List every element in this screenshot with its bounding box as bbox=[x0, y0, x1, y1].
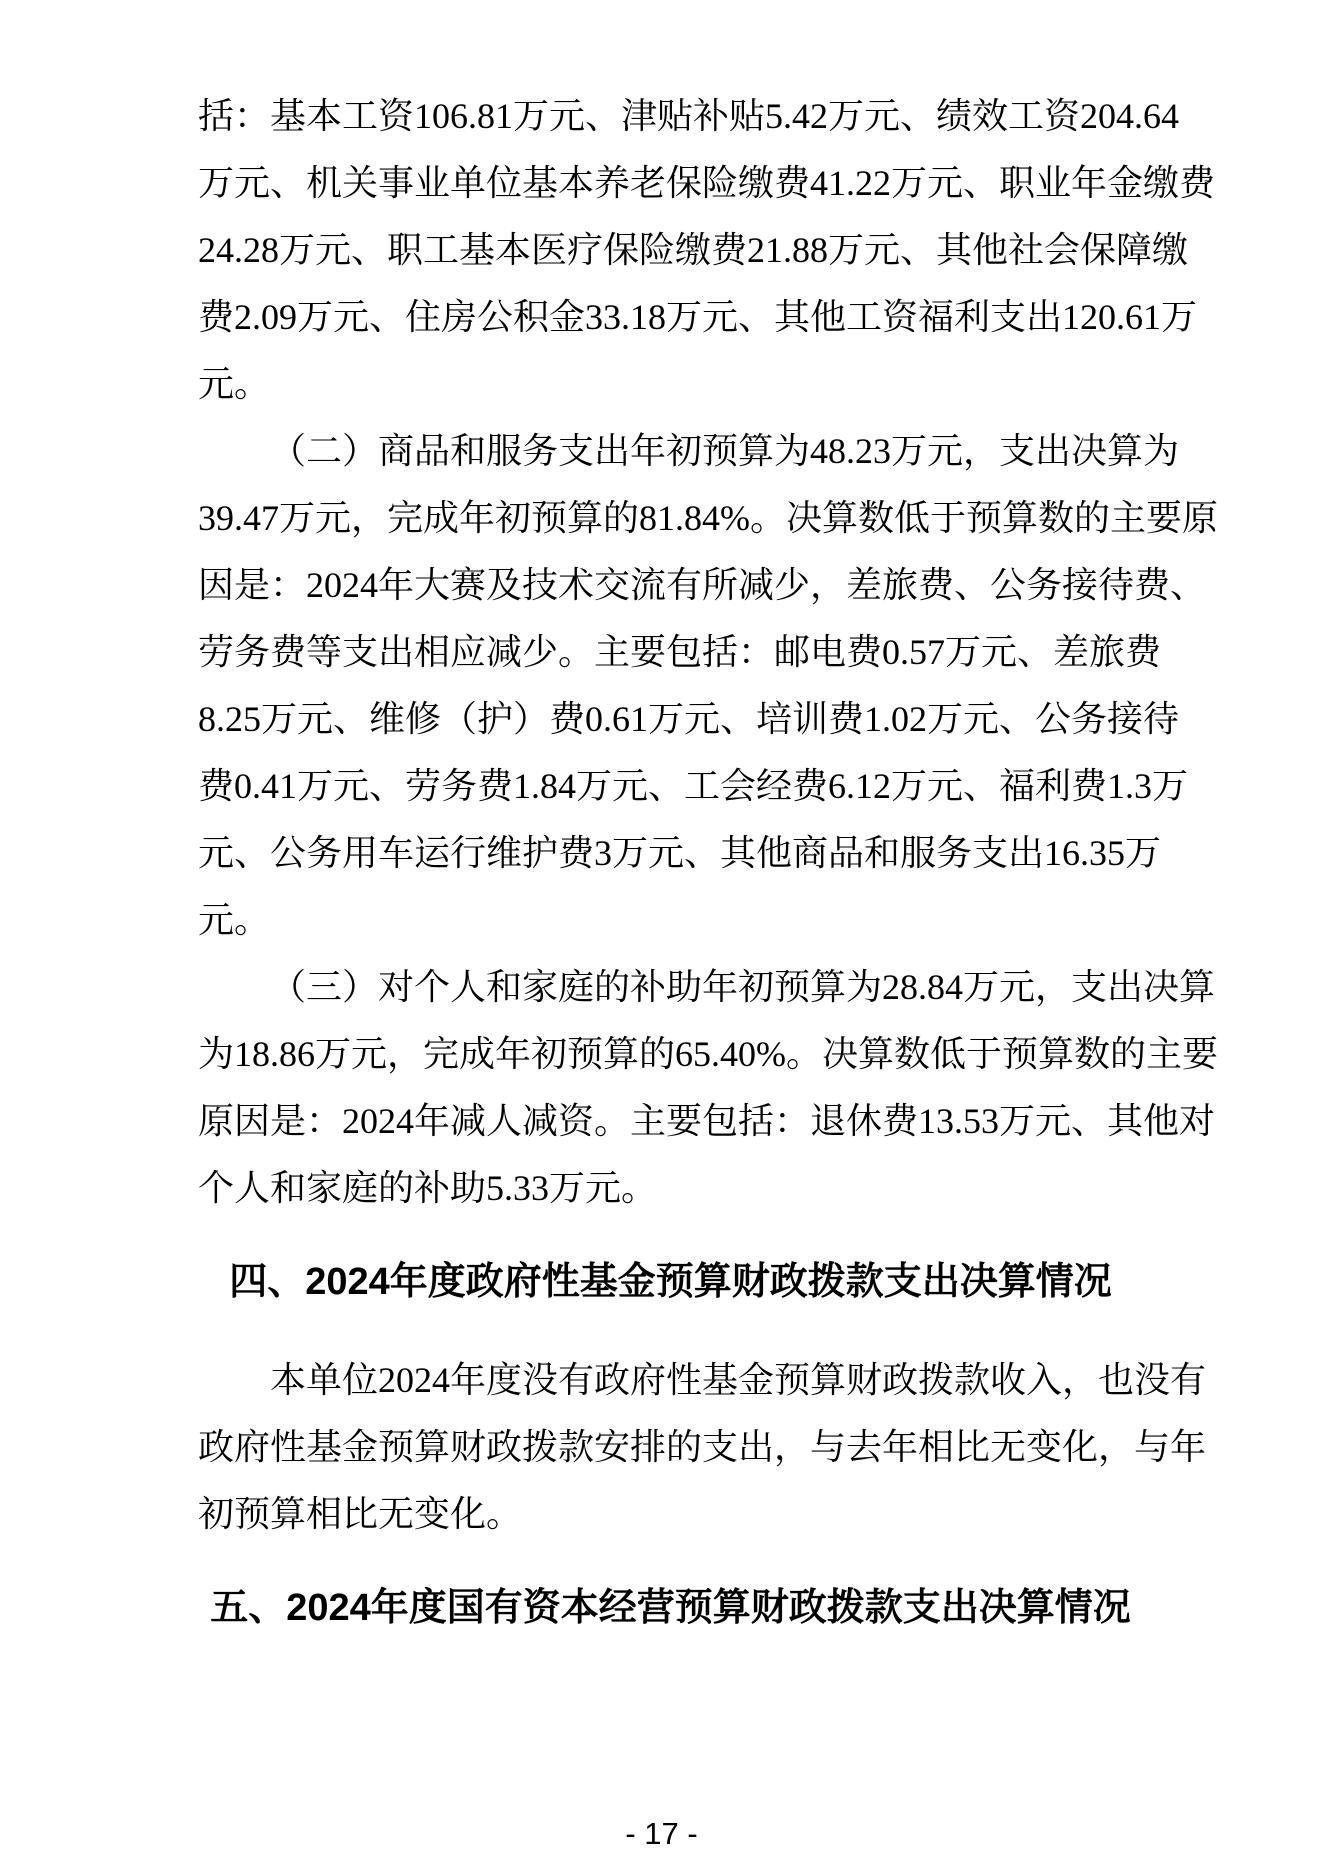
page-footer bbox=[0, 1818, 1323, 1849]
text-line: 元。 bbox=[198, 364, 271, 404]
text-line: 万元、机关事业单位基本养老保险缴费41.22万元、职业年金缴费 bbox=[198, 163, 1216, 203]
text-line: 元。 bbox=[198, 900, 271, 940]
section-heading: 四、2024年度政府性基金预算财政拨款支出决算情况 bbox=[229, 1261, 1112, 1303]
text-line: 8.25万元、维修（护）费0.61万元、培训费1.02万元、公务接待 bbox=[198, 699, 1180, 739]
text-line: 劳务费等支出相应减少。主要包括：邮电费0.57万元、差旅费 bbox=[198, 632, 1162, 672]
text-line: 原因是：2024年减人减资。主要包括：退休费13.53万元、其他对 bbox=[198, 1101, 1216, 1141]
text-line: 费2.09万元、住房公积金33.18万元、其他工资福利支出120.61万 bbox=[198, 297, 1198, 337]
text-line: 括：基本工资106.81万元、津贴补贴5.42万元、绩效工资204.64 bbox=[198, 96, 1180, 136]
paragraph bbox=[198, 954, 1218, 1222]
text-line: （三）对个人和家庭的补助年初预算为28.84万元，支出决算 bbox=[270, 967, 1216, 1007]
document-body bbox=[198, 83, 1218, 1673]
text-line: 初预算相比无变化。 bbox=[198, 1494, 523, 1534]
text-line: 24.28万元、职工基本医疗保险缴费21.88万元、其他社会保障缴 bbox=[198, 230, 1189, 270]
paragraph bbox=[198, 83, 1216, 418]
page-number: - 17 - bbox=[625, 1816, 698, 1851]
text-line: 为18.86万元，完成年初预算的65.40%。决算数低于预算数的主要 bbox=[198, 1034, 1218, 1074]
text-line: 因是：2024年大赛及技术交流有所减少，差旅费、公务接待费、 bbox=[198, 565, 1207, 605]
section-heading: 五、2024年度国有资本经营预算财政拨款支出决算情况 bbox=[210, 1587, 1131, 1629]
paragraph bbox=[198, 418, 1218, 954]
text-line: 政府性基金预算财政拨款安排的支出，与去年相比无变化，与年 bbox=[198, 1427, 1207, 1467]
text-line: 个人和家庭的补助5.33万元。 bbox=[198, 1168, 658, 1208]
paragraph bbox=[198, 1347, 1207, 1548]
text-line: 本单位2024年度没有政府性基金预算财政拨款收入，也没有 bbox=[270, 1360, 1207, 1400]
text-line: 39.47万元，完成年初预算的81.84%。决算数低于预算数的主要原 bbox=[198, 498, 1218, 538]
text-line: 费0.41万元、劳务费1.84万元、工会经费6.12万元、福利费1.3万 bbox=[198, 766, 1189, 806]
text-line: 元、公务用车运行维护费3万元、其他商品和服务支出16.35万 bbox=[198, 833, 1162, 873]
text-line: （二）商品和服务支出年初预算为48.23万元，支出决算为 bbox=[270, 431, 1180, 471]
